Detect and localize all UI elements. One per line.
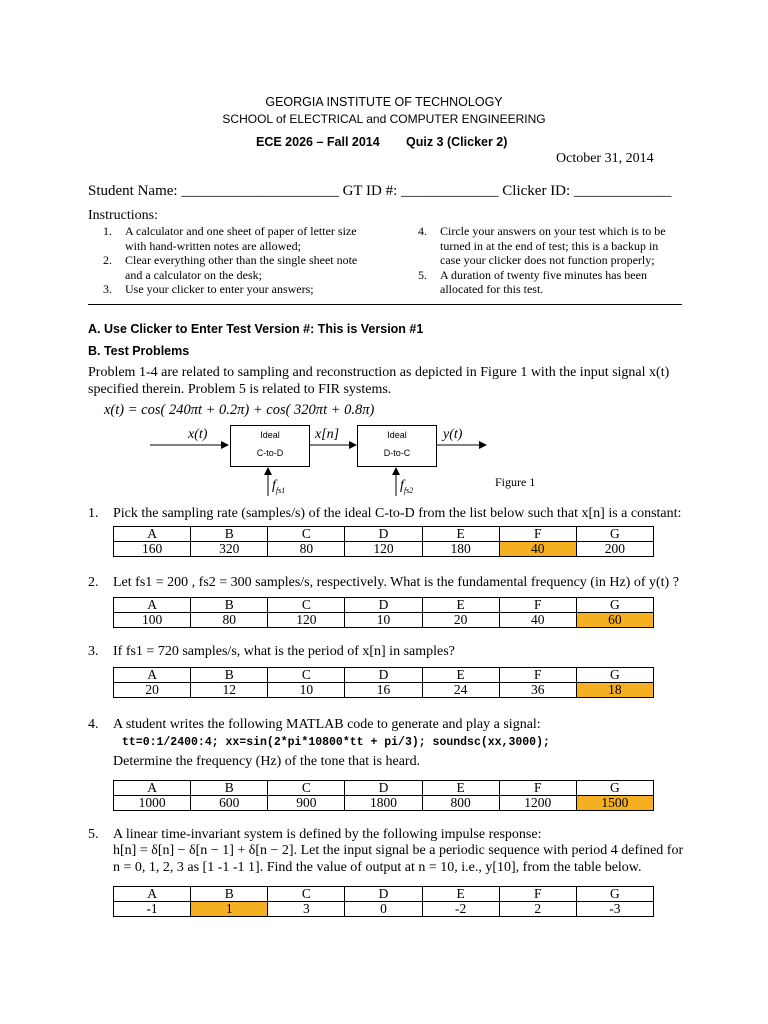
- option-letter: F: [499, 887, 576, 902]
- answer-cell: -2: [422, 902, 499, 917]
- option-letter: F: [499, 598, 576, 613]
- section-b: B. Test Problems: [88, 344, 190, 358]
- option-letter: B: [191, 668, 268, 683]
- answer-cell-highlighted: 18: [576, 683, 653, 698]
- signal-equation: x(t) = cos( 240πt + 0.2π) + cos( 320πt + 0.8π): [104, 402, 375, 418]
- option-letter: E: [422, 781, 499, 796]
- option-letter: B: [191, 887, 268, 902]
- divider: [88, 304, 682, 305]
- answer-cell: 36: [499, 683, 576, 698]
- answer-cell: 1000: [114, 796, 191, 811]
- option-letter: D: [345, 887, 422, 902]
- instruction-item: 5. A duration of twenty five minutes has been allocated for this test.: [418, 267, 647, 296]
- option-letter: F: [499, 668, 576, 683]
- option-letter: E: [422, 527, 499, 542]
- institution-title: GEORGIA INSTITUTE OF TECHNOLOGY: [265, 95, 503, 109]
- question-4-followup: Determine the frequency (Hz) of the tone that is heard.: [113, 754, 421, 769]
- answer-cell: 1800: [345, 796, 422, 811]
- answer-cell: 800: [422, 796, 499, 811]
- question-5-followup: h[n] = δ[n] − δ[n − 1] + δ[n − 2]. Let the input signal be a periodic sequence with period 4 defined for n = 0, 1, 2, 3 as [1 -1 -1 1]. Find the value of output at n = 10, i.e., y[10], from the table below.: [113, 843, 684, 875]
- instructions-right: [408, 224, 680, 297]
- answer-cell: 20: [114, 683, 191, 698]
- answer-cell: 80: [191, 613, 268, 628]
- problem-intro: Problem 1-4 are related to sampling and reconstruction as depicted in Figure 1 with the input signal x(t) specified therein. Problem 5 is related to FIR systems.: [88, 365, 670, 397]
- answer-cell: 2: [499, 902, 576, 917]
- answer-cell: -3: [576, 902, 653, 917]
- answer-cell: 180: [422, 542, 499, 557]
- course-title: ECE 2026 – Fall 2014: [256, 135, 380, 149]
- answer-table-5: [113, 886, 654, 917]
- option-letter: C: [268, 598, 345, 613]
- instructions-left: [93, 224, 375, 297]
- figure-caption: Figure 1: [495, 475, 536, 489]
- option-letter: G: [576, 527, 653, 542]
- input-signal-label: x(t): [188, 427, 208, 442]
- option-letter: A: [114, 598, 191, 613]
- answer-cell: 100: [114, 613, 191, 628]
- option-letter: F: [499, 527, 576, 542]
- answer-cell: 40: [499, 613, 576, 628]
- answer-cell-highlighted: 1: [191, 902, 268, 917]
- instructions-title: Instructions:: [88, 208, 158, 223]
- answer-table-2: [113, 597, 654, 628]
- option-letter: G: [576, 781, 653, 796]
- answer-cell: 1200: [499, 796, 576, 811]
- option-letter: C: [268, 887, 345, 902]
- quiz-title: Quiz 3 (Clicker 2): [406, 135, 508, 149]
- option-letter: B: [191, 598, 268, 613]
- answer-cell: 20: [422, 613, 499, 628]
- d-to-c-block: Ideal D-to-C: [357, 425, 437, 467]
- option-letter: C: [268, 781, 345, 796]
- school-title: SCHOOL of ELECTRICAL and COMPUTER ENGINEERING: [222, 112, 546, 126]
- answer-cell: 120: [268, 613, 345, 628]
- answer-table-4: [113, 780, 654, 811]
- instruction-item: 1. A calculator and one sheet of paper of letter size with hand-written notes are allowed;: [103, 224, 357, 253]
- option-letter: G: [576, 887, 653, 902]
- answer-cell: 16: [345, 683, 422, 698]
- answer-table-1: [113, 526, 654, 557]
- option-letter: B: [191, 527, 268, 542]
- answer-cell: 600: [191, 796, 268, 811]
- answer-cell: 12: [191, 683, 268, 698]
- option-letter: A: [114, 781, 191, 796]
- option-letter: F: [499, 781, 576, 796]
- option-letter: A: [114, 527, 191, 542]
- answer-cell: 80: [268, 542, 345, 557]
- answer-cell: 3: [268, 902, 345, 917]
- fs2-label: $f_{fs2}$: [400, 478, 414, 495]
- instruction-item: 3. Use your clicker to enter your answers;: [103, 282, 314, 296]
- answer-cell-highlighted: 60: [576, 613, 653, 628]
- instruction-item: 4. Circle your answers on your test which is to be turned in at the end of test; this is a backup in case your clicker does not function properly;: [418, 224, 666, 267]
- answer-cell: 320: [191, 542, 268, 557]
- answer-cell: 120: [345, 542, 422, 557]
- option-letter: D: [345, 668, 422, 683]
- answer-cell-highlighted: 40: [499, 542, 576, 557]
- option-letter: D: [345, 598, 422, 613]
- option-letter: A: [114, 668, 191, 683]
- c-to-d-block: Ideal C-to-D: [230, 425, 310, 467]
- output-signal-label: y(t): [443, 427, 463, 442]
- option-letter: G: [576, 598, 653, 613]
- option-letter: C: [268, 527, 345, 542]
- student-info-line: Student Name: _____________________ GT ID #: _____________ Clicker ID: _____________: [88, 183, 672, 199]
- option-letter: B: [191, 781, 268, 796]
- option-letter: G: [576, 668, 653, 683]
- quiz-date: October 31, 2014: [556, 151, 654, 166]
- instruction-item: 2. Clear everything other than the single sheet note and a calculator on the desk;: [103, 253, 358, 282]
- matlab-code: tt=0:1/2400:4; xx=sin(2*pi*10800*tt + pi/3); soundsc(xx,3000);: [122, 736, 550, 749]
- fs1-label: $f_{fs1}$: [272, 478, 286, 495]
- option-letter: A: [114, 887, 191, 902]
- answer-cell: 160: [114, 542, 191, 557]
- answer-cell: -1: [114, 902, 191, 917]
- option-letter: C: [268, 668, 345, 683]
- answer-table-3: [113, 667, 654, 698]
- option-letter: D: [345, 527, 422, 542]
- discrete-signal-label: x[n]: [315, 427, 340, 442]
- answer-cell: 10: [345, 613, 422, 628]
- option-letter: D: [345, 781, 422, 796]
- answer-cell-highlighted: 1500: [576, 796, 653, 811]
- option-letter: E: [422, 887, 499, 902]
- answer-cell: 200: [576, 542, 653, 557]
- option-letter: E: [422, 598, 499, 613]
- answer-cell: 0: [345, 902, 422, 917]
- answer-cell: 10: [268, 683, 345, 698]
- section-a: A. Use Clicker to Enter Test Version #: This is Version #1: [88, 322, 424, 336]
- answer-cell: 900: [268, 796, 345, 811]
- answer-cell: 24: [422, 683, 499, 698]
- option-letter: E: [422, 668, 499, 683]
